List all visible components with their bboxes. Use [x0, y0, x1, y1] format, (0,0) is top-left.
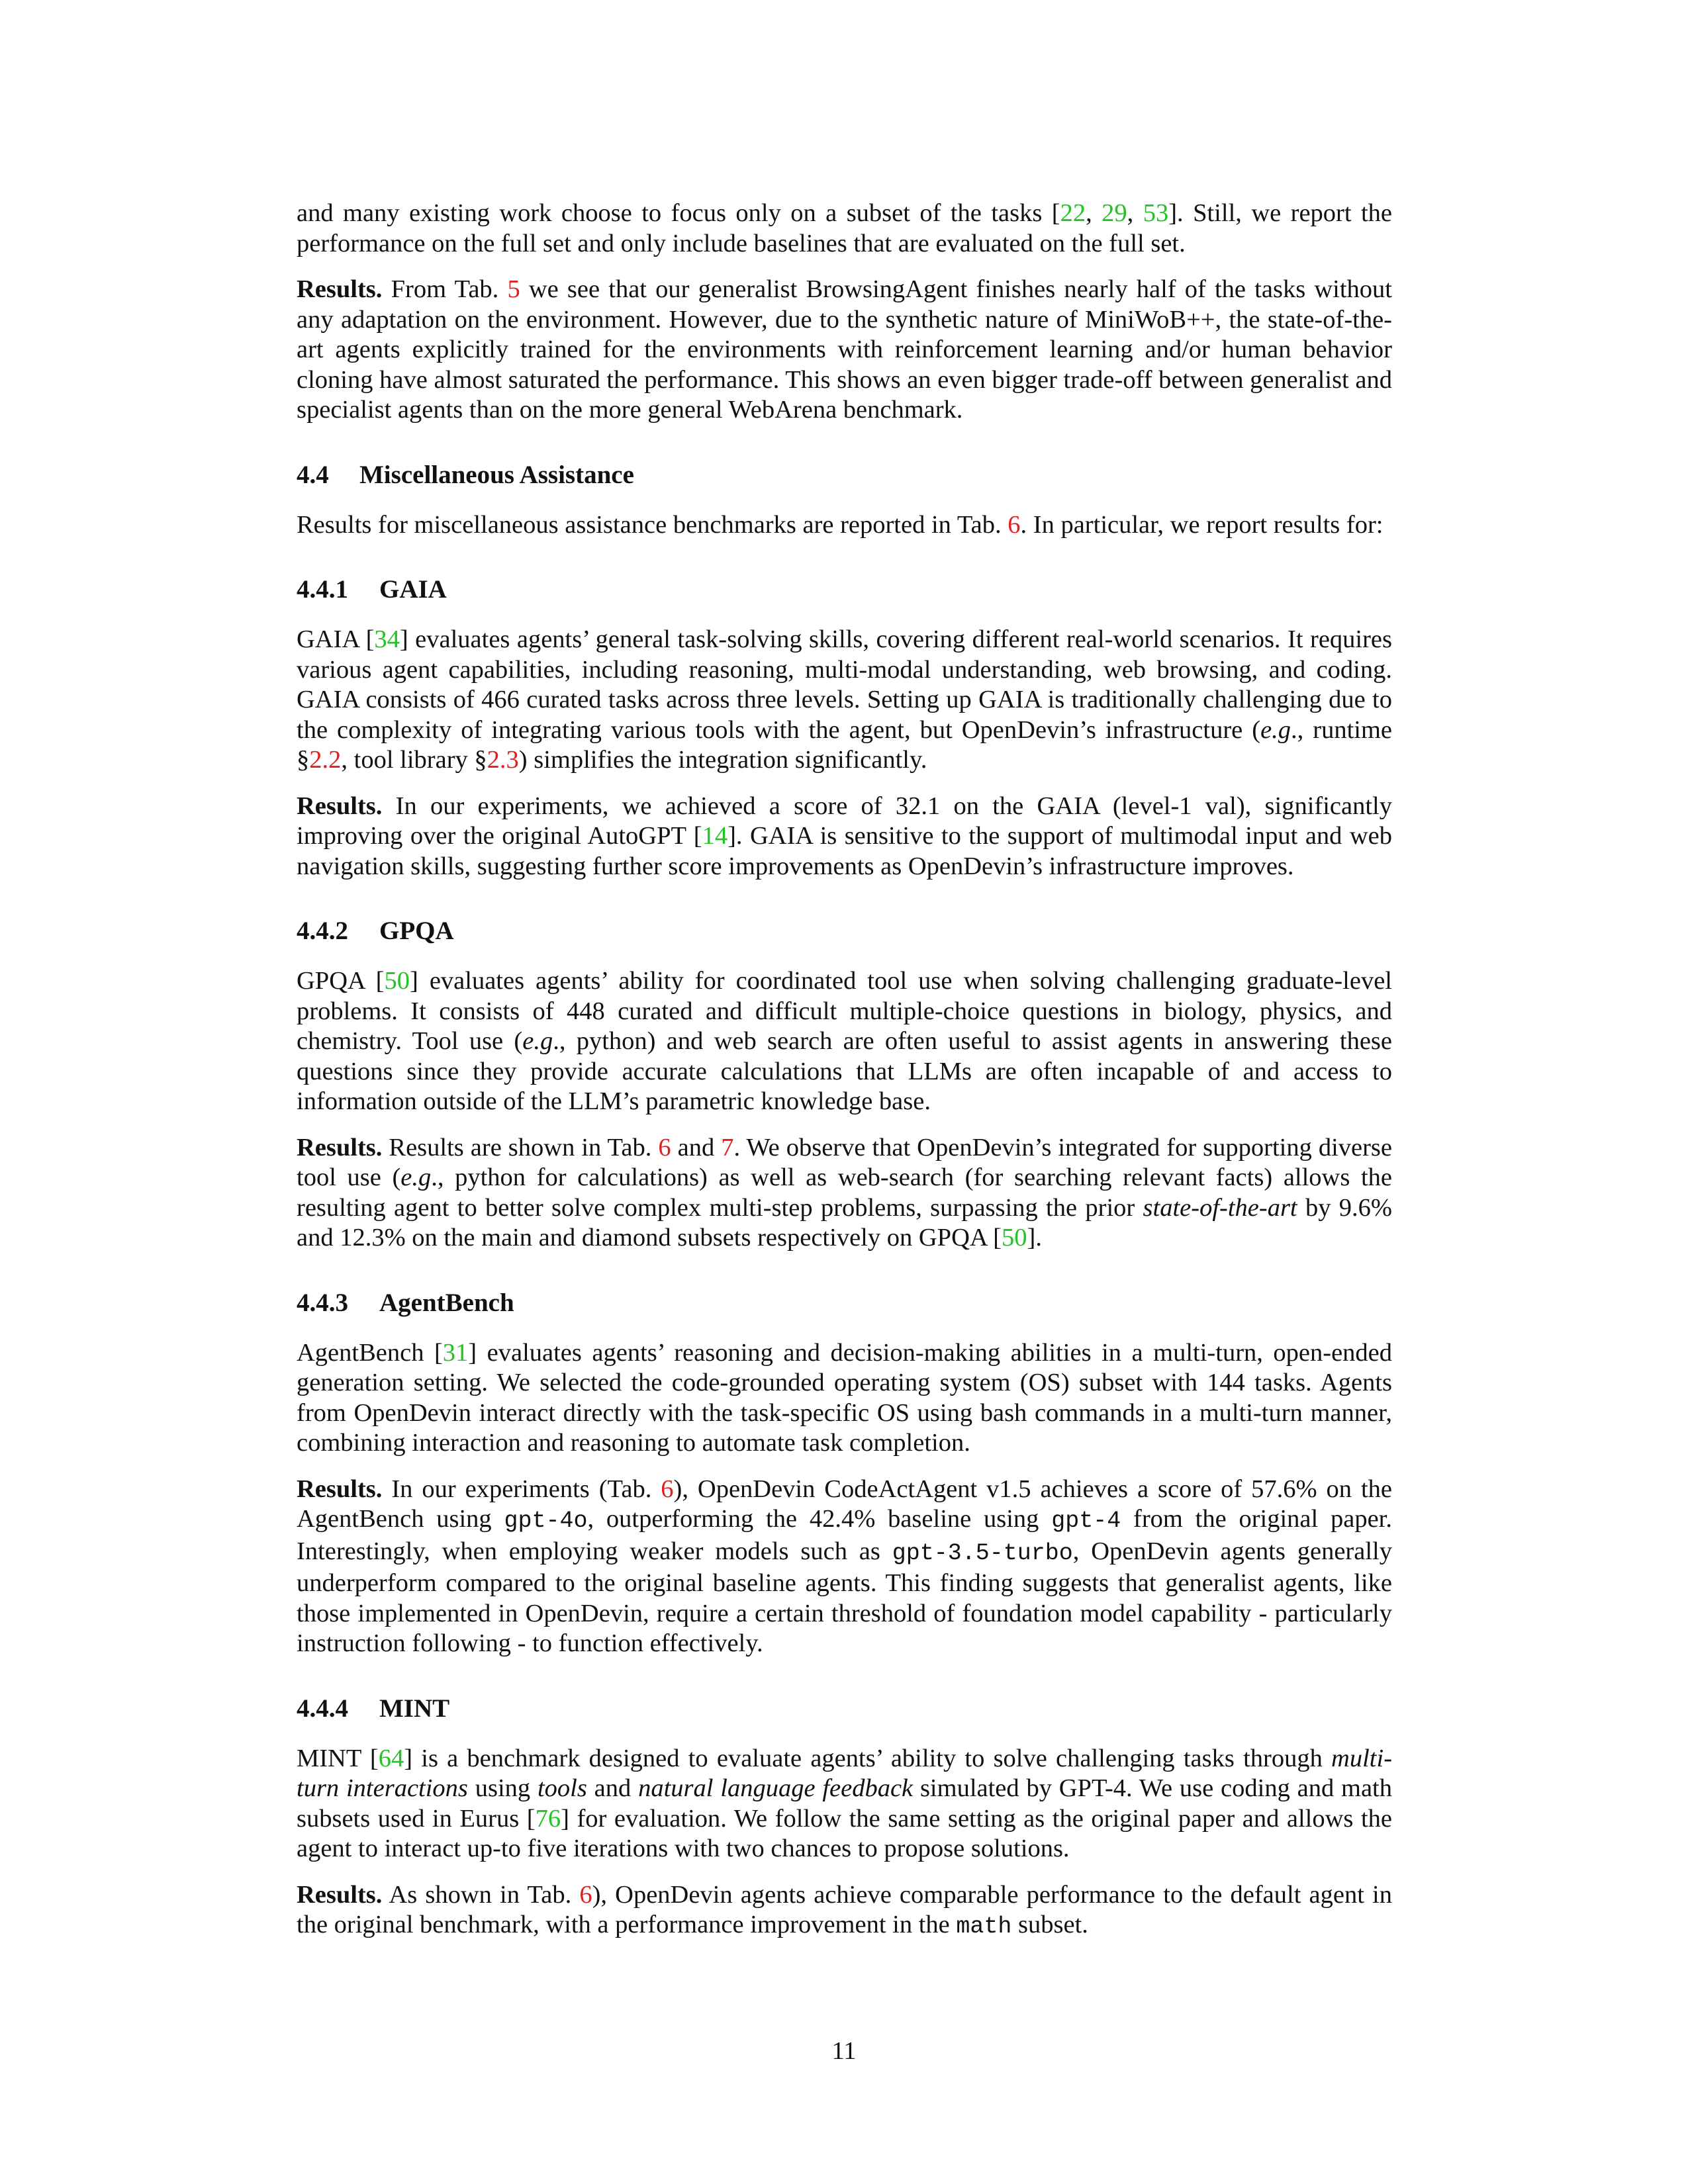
- table-ref-link[interactable]: 6: [658, 1133, 671, 1161]
- table-ref-link[interactable]: 6: [579, 1880, 592, 1909]
- results-lead: Results.: [297, 1475, 383, 1503]
- table-ref-link[interactable]: 6: [1008, 510, 1021, 539]
- citation-link[interactable]: 29: [1102, 199, 1127, 227]
- paragraph-mint-results: Results. As shown in Tab. 6), OpenDevin agents achieve comparable performance to the default agent in the original benchmark, with a performance improvement in the math subset.: [297, 1880, 1392, 1940]
- paragraph-misc-intro: Results for miscellaneous assistance benchmarks are reported in Tab. 6. In particular, we report results for:: [297, 510, 1383, 539]
- code-model-name: gpt-4: [1051, 1508, 1121, 1534]
- table-ref-link[interactable]: 7: [721, 1133, 734, 1161]
- table-ref-link[interactable]: 6: [661, 1475, 674, 1503]
- citation-link[interactable]: 50: [1002, 1224, 1027, 1251]
- results-lead: Results.: [297, 1880, 383, 1909]
- section-heading-gpqa: 4.4.2 GPQA: [297, 917, 454, 945]
- results-lead: Results.: [297, 792, 383, 820]
- paragraph-miniwob-subset: and many existing work choose to focus only on a subset of the tasks [22, 29, 53]. Still, we report the performance on the full set and only include baselines that are evaluated on the full set.: [297, 199, 1393, 257]
- paragraph-agentbench: AgentBench [31] evaluates agents’ reasoning and decision-making abilities in a multi-turn, open-ended generation setting. We selected the code-grounded operating system (OS) subset with 144 tasks. Agents from OpenDevin interact directly with the task-specific OS using bash commands in a multi-turn manner, combining interaction and reasoning to automate task completion.: [297, 1338, 1393, 1457]
- table-ref-link[interactable]: 5: [507, 275, 520, 303]
- section-heading-4-4: 4.4 Miscellaneous Assistance: [297, 460, 634, 489]
- code-model-name: gpt-4o: [504, 1508, 588, 1534]
- citation-link[interactable]: 76: [535, 1804, 561, 1833]
- paragraph-gpqa: GPQA [50] evaluates agents’ ability for coordinated tool use when solving challenging graduate-level problems. It consists of 448 curated and difficult multiple-choice questions in biology, physics, and chemistry. Tool use (e.g., python) and web search are often useful to assist agents in answering these questions since they provide accurate calculations that LLMs are often incapable of and access to information outside of the LLM’s parametric knowledge base.: [297, 967, 1392, 1115]
- section-heading-agentbench: 4.4.3 AgentBench: [297, 1288, 514, 1317]
- code-model-name: gpt-3.5-turbo: [892, 1539, 1073, 1567]
- paragraph-miniwob-results: Results. From Tab. 5 we see that our generalist BrowsingAgent finishes nearly half of the tasks without any adaptation on the environment. However, due to the synthetic nature of MiniWoB++, the state-of-the-art agents explicitly trained for the environments with reinforcement learning and/or human behavior cloning have almost saturated the performance. This shows an even bigger trade-off between generalist and specialist agents than on the more general WebArena benchmark.: [297, 275, 1392, 424]
- citation-link[interactable]: 22: [1060, 199, 1086, 227]
- paragraph-gpqa-results: Results. Results are shown in Tab. 6 and 7. We observe that OpenDevin’s integrated for supporting diverse tool use (e.g., python for calculations) as well as web-search (for searching relevant facts) allows the resulting agent to better solve complex multi-step problems, surpassing the prior state-of-the-art by 9.6% and 12.3% on the main and diamond subsets respectively on GPQA [50].: [297, 1133, 1393, 1251]
- paragraph-gaia-results: Results. In our experiments, we achieved a score of 32.1 on the GAIA (level-1 val), significantly improving over the original AutoGPT [14]. GAIA is sensitive to the support of multimodal input and web navigation skills, suggesting further score improvements as OpenDevin’s infrastructure improves.: [297, 792, 1392, 880]
- results-lead: Results.: [297, 1133, 383, 1161]
- citation-link[interactable]: 53: [1143, 199, 1169, 227]
- section-ref-link[interactable]: 2.3: [487, 746, 519, 774]
- paragraph-agentbench-results: Results. In our experiments (Tab. 6), OpenDevin CodeActAgent v1.5 achieves a score of 57.6% on the AgentBench using gpt-4o, outperforming the 42.4% baseline using gpt-4 from the original paper. Interestingly, when employing weaker models such as gpt-3.5-turbo, OpenDevin agents generally underperform compared to the original baseline agents. This finding suggests that generalist agents, like those implemented in OpenDevin, require a certain threshold of foundation model capability - particularly instruction following - to function effectively.: [297, 1475, 1392, 1657]
- paragraph-gaia: GAIA [34] evaluates agents’ general task-solving skills, covering different real-world scenarios. It requires various agent capabilities, including reasoning, multi-modal understanding, web browsing, and coding. GAIA consists of 466 curated tasks across three levels. Setting up GAIA is traditionally challenging due to the complexity of integrating various tools with the agent, but OpenDevin’s infrastructure (e.g., runtime §2.2, tool library §2.3) simplifies the integration significantly.: [297, 625, 1393, 774]
- page-number: 11: [831, 2037, 857, 2065]
- section-ref-link[interactable]: 2.2: [309, 746, 342, 774]
- section-heading-gaia: 4.4.1 GAIA: [297, 575, 447, 604]
- section-heading-mint: 4.4.4 MINT: [297, 1694, 450, 1723]
- page-body: [297, 199, 1392, 1942]
- citation-link[interactable]: 64: [378, 1744, 404, 1772]
- citation-link[interactable]: 31: [442, 1338, 469, 1367]
- citation-link[interactable]: 14: [702, 822, 728, 850]
- paragraph-mint: MINT [64] is a benchmark designed to evaluate agents’ ability to solve challenging tasks through multi-turn interactions using tools and natural language feedback simulated by GPT-4. We use coding and math subsets used in Eurus [76] for evaluation. We follow the same setting as the original paper and allows the agent to interact up-to five iterations with two chances to propose solutions.: [297, 1744, 1393, 1862]
- citation-link[interactable]: 50: [384, 967, 410, 995]
- citation-link[interactable]: 34: [374, 625, 400, 653]
- code-subset-name: math: [956, 1913, 1012, 1940]
- results-lead: Results.: [297, 275, 383, 303]
